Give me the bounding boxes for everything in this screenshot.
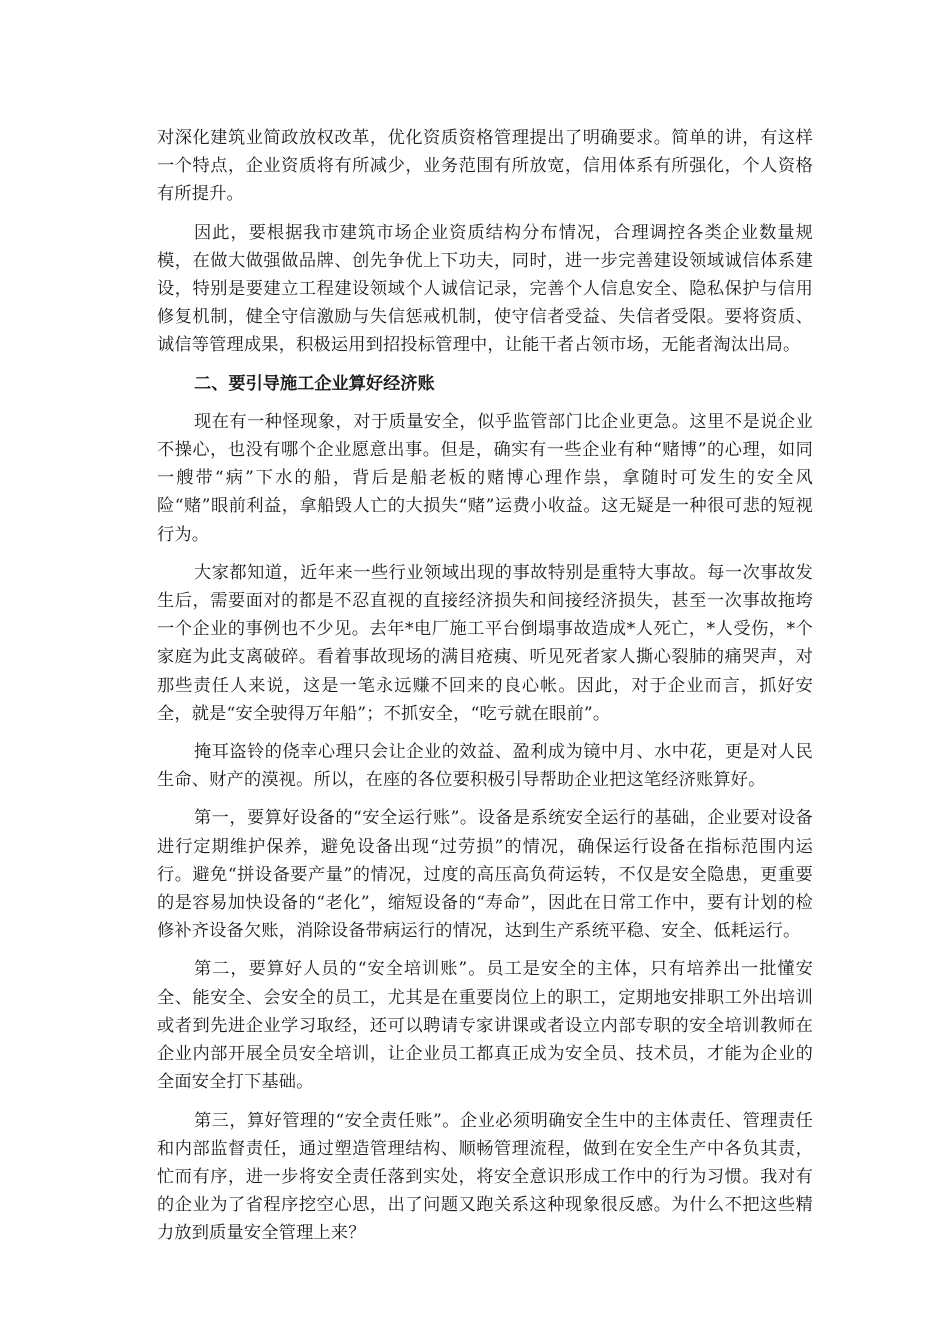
paragraph-3: 现在有一种怪现象，对于质量安全，似乎监管部门比企业更急。这里不是说企业不操心，也没有哪个企业愿意出事。但是，确实有一些企业有种“赌博”的心理，如同一艘带“病”下水的船，背后是船老板的赌博心理作祟，拿随时可发生的安全风险“赌”眼前利益，拿船毁人亡的大损失“赌”运费小收益。这无疑是一种很可悲的短视行为。 bbox=[157, 411, 813, 545]
document-page bbox=[157, 124, 813, 1258]
paragraph-5: 掩耳盗铃的侥幸心理只会让企业的效益、盈利成为镜中月、水中花，更是对人民生命、财产的漠视。所以，在座的各位要积极引导帮助企业把这笔经济账算好。 bbox=[157, 742, 813, 791]
paragraph-7: 第二，要算好人员的“安全培训账”。员工是安全的主体，只有培养出一批懂安全、能安全、会安全的员工，尤其是在重要岗位上的职工，定期地安排职工外出培训或者到先进企业学习取经，还可以聘请专家讲课或者设立内部专职的安全培训教师在企业内部开展全员安全培训，让企业员工都真正成为安全员、技术员，才能为企业的全面安全打下基础。 bbox=[157, 959, 813, 1093]
paragraph-8: 第三，算好管理的“安全责任账”。企业必须明确安全生中的主体责任、管理责任和内部监督责任，通过塑造管理结构、顺畅管理流程，做到在安全生产中各负其责，忙而有序，进一步将安全责任落到实处，将安全意识形成工作中的行为习惯。我对有的企业为了省程序挖空心思，出了问题又跑关系这种现象很反感。为什么不把这些精力放到质量安全管理上来？ bbox=[157, 1110, 813, 1244]
paragraph-2: 因此，要根据我市建筑市场企业资质结构分布情况，合理调控各类企业数量规模，在做大做强做品牌、创先争优上下功夫，同时，进一步完善建设领域诚信体系建设，特别是要建立工程建设领域个人诚信记录，完善个人信息安全、隐私保护与信用修复机制，健全守信激励与失信惩戒机制，使守信者受益、失信者受限。要将资质、诚信等管理成果，积极运用到招投标管理中，让能干者占领市场，无能者淘汰出局。 bbox=[157, 222, 813, 356]
section-heading: 二、要引导施工企业算好经济账 bbox=[194, 373, 435, 394]
paragraph-4: 大家都知道，近年来一些行业领域出现的事故特别是重特大事故。每一次事故发生后，需要面对的都是不忍直视的直接经济损失和间接经济损失，甚至一次事故拖垮一个企业的事例也不少见。去年*电厂施工平台倒塌事故造成*人死亡，*人受伤，*个家庭为此支离破碎。看着事故现场的满目疮痍、听见死者家人撕心裂肺的痛哭声，对那些责任人来说，这是一笔永远赚不回来的良心帐。因此，对于企业而言，抓好安全，就是“安全驶得万年船”；不抓安全，“吃亏就在眼前”。 bbox=[157, 562, 813, 724]
paragraph-1: 对深化建筑业简政放权改革，优化资质资格管理提出了明确要求。简单的讲，有这样一个特点，企业资质将有所减少，业务范围有所放宽，信用体系有所强化，个人资格有所提升。 bbox=[157, 128, 813, 205]
paragraph-6: 第一，要算好设备的“安全运行账”。设备是系统安全运行的基础，企业要对设备进行定期维护保养，避免设备出现“过劳损”的情况，确保运行设备在指标范围内运行。避免“拼设备要产量”的情况，过度的高压高负荷运转，不仅是安全隐患，更重要的是容易加快设备的“老化”，缩短设备的“寿命”，因此在日常工作中，要有计划的检修补齐设备欠账，消除设备带病运行的情况，达到生产系统平稳、安全、低耗运行。 bbox=[157, 808, 813, 942]
